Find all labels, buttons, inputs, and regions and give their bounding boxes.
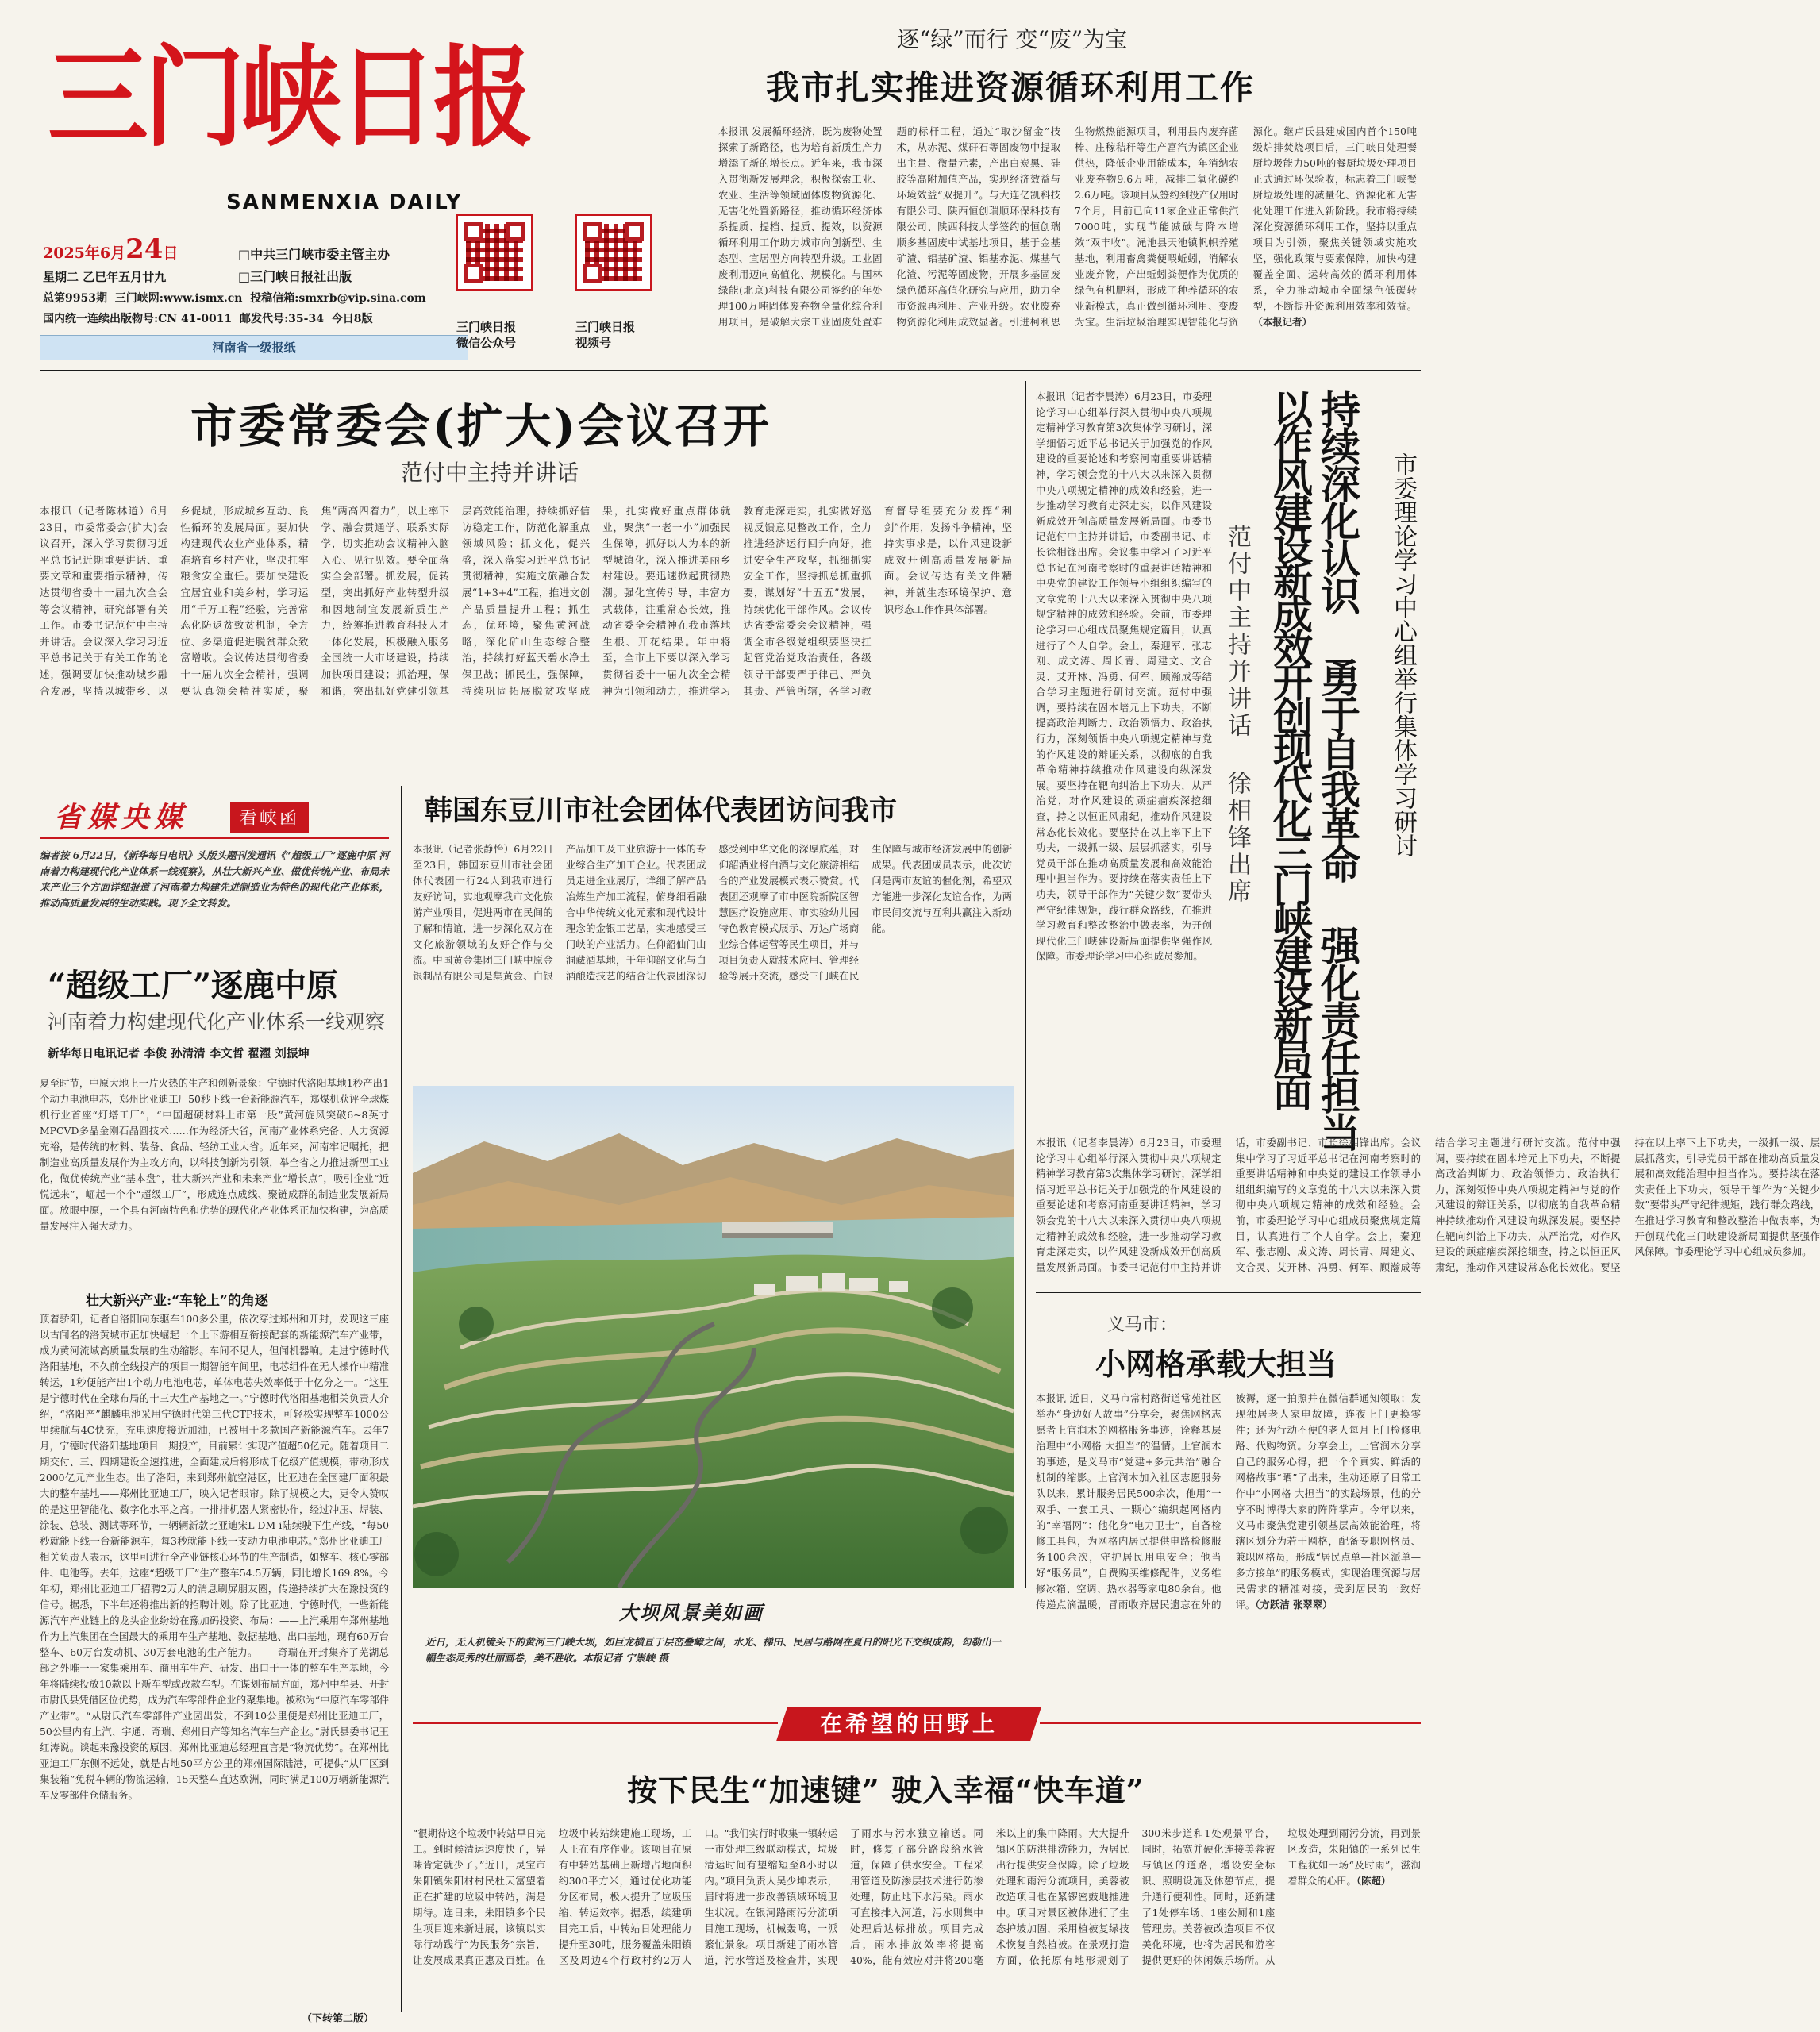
divider (413, 1722, 778, 1724)
divider (401, 786, 402, 2012)
side-story-body-bottom: 本报讯（记者李晨涛）6月23日，市委理论学习中心组举行深入贯彻中央八项规定精神学习教育第3次集体学习研讨，深学细悟习近平总书记关于加强党的作风建设的重要论述和考察河南重要讲话精神，学习领会党的十八大以来深入贯彻中央八项规定精神的成效和经验，进一步推动学习教育走深走实，以作风建设新成效开创高质量发展新局面。市委书记范付中主持并讲话，市委副书记、市长徐相锋出席。会议集中学习了习近平总书记在河南考察时的重要讲话精神和中央党的建设工作领导小组组织编写的文章党的十八大以来深入贯彻中央八项规定精神的成效和经验。会前，市委理论学习中心组成员聚焦规定篇目，认真进行了个人自学。会上，秦迎军、张志刚、成文涛、周长青、周建文、文合灵、艾开林、冯勇、何军、顾瀚成等结合学习主题进行研讨交流。范付中强调，要持续在固本培元上下功夫，不断提高政治判断力、政治领悟力、政治执行力，深刻领悟中央八项规定精神与党的作风建设的辩证关系，以彻底的自我革命精神持续推动作风建设向纵深发展。要坚持在靶向纠治上下功夫，从严治党，对作风建设的顽症痼疾深挖细查，持之以恒正风肃纪，推动作风建设常态化长效化。要坚持在以上率下上下功夫，一级抓一级、层层抓落实，引导党员干部在推动高质量发展和高效能治理中担当作为。要持续在落实责任上下功夫，领导干部作为“关键少数”要带头严守纪律规矩，践行群众路线，在推进学习教育和整改整治中做表率，为开创现代化三门峡建设新局面提供坚强作风保障。市委理论学习中心组成员参加。 (1036, 1137, 1820, 1273)
rural-story-body: “很期待这个垃圾中转站早日完工。到时候清运速度快了，异味肯定就少了。”近日，灵宝市朱阳镇朱阳村村民杜天富望着正在扩建的垃圾中转站，满是期待。连日来，朱阳镇多个民生项目迎来新进展，该镇以实际行动践行“为民服务”宗旨，让发展成果真正惠及百姓。在垃圾中转站续建施工现场，工人正在有序作业。该项目在原有中转站基础上新增占地面积约300平方米，通过优化功能分区布局，极大提升了垃圾压缩、转运效率。据悉，续建项目完工后，中转站日处理能力提升至30吨，服务覆盖朱阳镇区及周边4个行政村约2万人口。“我们实行时收集一镇转运一市处理三级联动模式，垃圾清运时间有望缩短至8小时以内。”项目负责人吴少坤表示，届时将进一步改善镇域环境卫生状况。在银河路雨污分流项目施工现场，机械轰鸣，一派繁忙景象。项目新建了雨水管道，污水管道及检查井，实现了雨水与污水独立输送。同时，修复了部分路段给水管道，保障了供水安全。工程采用管道及防渗层技术进行防渗处理，防止地下水污染。雨水可直接排入河道，污水则集中处理后达标排放。项目完成后，雨水排放效率将提高40%，能有效应对并将200毫米以上的集中降雨。大大提升镇区的防洪排涝能力，为居民出行提供安全保障。除了垃圾处理和雨污分流项目，美蓉被改造项目也在紧锣密鼓地推进中。项目对景区被体进行了生态护坡加固，采用植被复绿技术恢复自然植被。在景观打造方面，依托原有地形规划了300米步道和1处观景平台，同时，拓宽并硬化连接美蓉被与镇区的道路，增设安全标识、照明设施及休憩节点，提升通行便利性。同时，还新建了1处停车场、1座公厕和1座管理房。美蓉被改造项目不仅美化环境，也将为居民和游客提供更好的休闲娱乐场所。从垃圾处理到雨污分流，再到景区改造，朱阳镇的一系列民生工程犹如一场“及时雨”，滋润着群众的心田。（陈超） (413, 1827, 1421, 1966)
photo-caption-box (413, 1588, 1014, 1675)
rank-banner: 河南省一级报纸 (40, 335, 468, 360)
korea-story-headline: 韩国东豆川市社会团体代表团访问我市 (425, 795, 898, 827)
main-story-body: 本报讯（记者陈林道）6月23日，市委常委会(扩大)会议召开，深入学习贯彻习近平总书记近期重要讲话、重要文章和重要指示精神，传达贯彻省委十一届九次全会等会议精神，研究部署有关工作。市委书记范付中主持并讲话。会议深入学习习近平总书记关于有关工作的论述，强调要加快推动城乡融合发展，坚持以城带乡、以乡促城，形成城乡互动、良性循环的发展局面。要加快构建现代农业产业体系，精准培育乡村产业，坚决扛牢粮食安全重任。要加快建设宜居宜业和美乡村，学习运用“千万工程”经验，完善常态化防返贫致贫机制，全方位、多渠道促进脱贫群众致富增收。会议传达贯彻省委十一届九次全会精神，强调要认真领会精神实质，聚焦“两高四着力”，以上率下学、融会贯通学、联系实际学，切实推动会议精神入脑入心、见行见效。要全面落实全会部署。抓发展，促转型，突出抓好产业转型升级和因地制宜发展新质生产力，统筹推进教育科技人才一体化发展，积极融入服务全国统一大市场建设，持续加快项目建设；抓治理，保和谐，突出抓好党建引领基层高效能治理，持续抓好信访稳定工作，防范化解重点领域风险；抓文化，促兴盛，深入落实习近平总书记贯彻精神，实施文旅融合发展“1+3+4”工程，推进文创产品质量提升工程；抓生态，优环境，聚焦黄河战略，深化矿山生态综合整治，持续打好蓝天碧水净土保卫战；抓民生，强保障，持续巩固拓展脱贫攻坚成果，扎实做好重点群体就业，聚焦“一老一小”加强民生保障，抓好以人为本的新型城镇化，深入推进美丽乡村建设。要迅速掀起贯彻热潮。强化宣传引导，丰富方式载体，注重常态长效，推动省委全会精神在我市落地生根、开花结果。年中将至，全市上下要以深入学习贯彻省委十一届九次全会精神为引领和动力，推进学习教育走深走实，扎实做好巡视反馈意见整改工作，全力推进经济运行回升向好，推进安全生产攻坚，抓细抓实安全工作，坚持抓总抓重抓要，谋划好“十五五”发展，持续优化干部作风。会议传达省委常委会会议精神，强调全市各级党组织要坚决扛起管党治党政治责任，各级领导干部要严于律己、严负其责、严管所辖，各学习教育督导组要充分发挥“利剑”作用，发扬斗争精神，坚持实事求是，以作风建设新成效开创高质量发展新局面。会议传达有关文件精神，并就生态环境保护、意识形态工作作具体部署。 (40, 505, 1012, 697)
yima-story-kicker: 义马市： (1107, 1315, 1178, 1335)
province-media-label: 省媒央媒 (54, 801, 188, 834)
top-story-kicker: 逐“绿”而行 变“废”为宝 (897, 26, 1128, 52)
top-story-body: 本报讯 发展循环经济，既为废物处置探索了新路径，也为培育新质生产力增添了新的增长点。近年来，我市深入贯彻新发展理念，积极探索工业、农业、生活等领域固体废物资源化、无害化处置新路径，推动循环经济体系提质、提档、提质、提效，以资源循环利用工作助力城市向创新型、生态型、宜居型方向转型升级。工业固废利用迈向高值化、规模化。与国林绿能(北京)科技有限公司签约的年处理100万吨固体废弃物全量化综合利用项目，是破解大宗工业固废处置难题的标杆工程，通过“取沙留金”技术，从赤泥、煤矸石等固废物中提取出主量、微量元素，产出白炭黑、硅胶等高附加值产品，实现经济效益与环境效益“双提升”。与大连亿凯科技有限公司、陕西恒创瑞顺环保科技有限公司、陕西科技大学签约的恒创瑞顺多基固废中试基地项目，基于金基矿渣、铝基矿渣、铝基赤泥、煤基气化渣、污泥等固废物，开展多基固废绿色循环高值化研究与应用，助力全市资源再利用、产业升级。农业废弃物资源化利用成效显著。引进柯利思生物燃热能源项目，利用县内废弃菌棒、庄稼秸秆等生产富汽为镇区企业供热，降低企业用能成本，年消纳农业废弃物9.6万吨，减排二氧化碳约2.6万吨。该项目从签约到投产仅用时7个月，目前已向11家企业正常供汽7000吨，实现节能减碳与降本增效“双丰收”。渑池县天池镇帆帜养殖基地，利用畜禽粪便喂蚯蚓，消解农业废弃物，产出蚯蚓粪便作为优质的绿色有机肥料，形成了种养循环的农业新模式，真正做到循环利用、变废为宝。生活垃圾治理实现智能化与资源化。继卢氏县建成国内首个150吨级炉排焚烧项目后，三门峡日处理餐厨垃圾能力50吨的餐厨垃圾处理项目正式通过环保验收，标志着三门峡餐厨垃圾处理的减量化、资源化和无害化处理工作进入新阶段。我市将持续深化资源循环利用工作，坚持以重点项目为引领，聚焦关键领域实施攻坚，强化政策与要素保障，加快构建覆盖全面、运转高效的循环利用体系，全力推动城市全面绿色低碳转型，不断提升资源利用效率和效益。（本报记者） (718, 125, 1417, 328)
divider (1025, 381, 1026, 1588)
province-media-header (40, 794, 389, 839)
korea-story-body: 本报讯（记者张静怡）6月22日至23日，韩国东豆川市社会团体代表团一行24人到我市进行友好访问，实地观摩我市文化旅游产业项目，促进两市在民间的了解和情谊，进一步深化双方在文化旅游领域的友好合作与交流。中国黄金集团三门峡中原金银制品有限公司是集黄金、白银产品加工及工业旅游于一体的专业综合生产加工企业。代表团成员走进企业展厅，详细了解产品冶炼生产加工流程，俯身细看融合中华传统文化元素和现代设计理念的金银工艺品，实地感受三门峡的产业活力。在仰韶仙门山洞藏酒基地，千年仰韶文化与白酒酿造技艺的结合让代表团深切感受到中华文化的深厚底蕴，对仰韶酒业将白酒与文化旅游相结合的产业发展模式表示赞赏。代表团还观摩了市中医院新院区智慧医疗设施应用、市实验幼儿园特色教育模式展示、万达广场商业综合体运营等民生项目，并与项目负责人就技术应用、管理经验等展开交流，感受三门峡在民生保障与城市经济发展中的创新成果。代表团成员表示，此次访问是两市友谊的催化剂，希望双方能进一步深化友谊合作，为两市民间交流与互利共赢注入新动能。 (413, 843, 1012, 982)
dam-photo-illustration (413, 1086, 1014, 1588)
masthead-weekday: 星期二 乙巳年五月廿九 (43, 270, 167, 284)
video-qr-caption: 三门峡日报 视频号 (575, 320, 636, 350)
side-story-kicker: 市委理论学习中心组举行集体学习研讨 (1389, 452, 1417, 857)
wechat-qr-code[interactable] (456, 214, 533, 291)
masthead-pinyin: SANMENXIA DAILY (226, 190, 463, 214)
side-story-subhead: 范付中主持并讲话 徐相锋出席 (1223, 524, 1251, 906)
side-story-headline-2: 以作风建设新成效开创现代化三门峡建设新局面 (1267, 389, 1314, 1106)
masthead-registry-line: 国内统一连续出版物号:CN 41-0011 邮发代号:35-34 今日8版 (43, 313, 373, 325)
side-story-headline-1: 持续深化认识 勇于自我革命 强化责任担当 (1314, 389, 1361, 1149)
rural-banner: 在希望的田野上 (776, 1707, 1041, 1741)
province-media-tag: 看峡函 (230, 802, 309, 833)
province-media-body-1: 夏至时节，中原大地上一片火热的生产和创新景象：宁德时代洛阳基地1秒产出1个动力电池电芯，郑州比亚迪工厂50秒下线一台新能源汽车，郑煤机获评全球煤机行业首座“灯塔工厂”，“中国超硬材料上市第一股”黄河旋风突破6~8英寸MPCVD多晶金刚石晶圆技术……作为经济大省，河南产业体系完备、人力资源充裕，是传统的材料、装备、食品、轻纺工业大省。近年来，河南牢记嘱托，把制造业高质量发展作为主攻方向，以科技创新为引领，举全省之力推进新型工业化，做优传统产业“基本盘”，壮大新兴产业和未来产业“增长点”，吸引企业“近悦远来”，崛起一个个“超级工厂”，形成连点成线、聚链成群的制造业发展新局面。放眼中原，一个具有河南特色和优势的现代化产业体系正加快构建，为高质量发展注入强大动力。 (40, 1077, 389, 1232)
masthead-sponsor-1: □中共三门峡市委主管主办 (238, 247, 391, 262)
province-media-headline: “超级工厂”逐鹿中原 (48, 967, 339, 1004)
yima-story-headline: 小网格承载大担当 (1095, 1346, 1337, 1382)
masthead-sponsor-2: □三门峡日报社出版 (238, 269, 352, 284)
rural-story-headline: 按下民生“加速键” 驶入幸福“快车道” (627, 1772, 1145, 1808)
dam-landscape-photo (413, 1086, 1014, 1588)
main-story-headline: 市委常委会(扩大)会议召开 (190, 399, 771, 453)
divider (1036, 1292, 1421, 1293)
editor-note: 编者按 6月22日，《新华每日电讯》头版头题刊发通讯《“超级工厂”逐鹿中原 河南着力构建现代化产业体系一线观察》，从壮大新兴产业、做优传统产业、布局未来产业三个方面详细报道了河南着力构建先进制造业为特色的现代化产业体系，推动高质量发展的生动实践。现予全文转发。 (40, 849, 389, 909)
side-story-body-top: 本报讯（记者李晨涛）6月23日，市委理论学习中心组举行深入贯彻中央八项规定精神学习教育第3次集体学习研讨，深学细悟习近平总书记关于加强党的作风建设的重要论述和考察河南重要讲话精神，学习领会党的十八大以来深入贯彻中央八项规定精神的成效和经验，进一步推动学习教育走深走实，以作风建设新成效开创高质量发展新局面。市委书记范付中主持并讲话，市委副书记、市长徐相锋出席。会议集中学习了习近平总书记在河南考察时的重要讲话精神和中央党的建设工作领导小组组织编写的文章党的十八大以来深入贯彻中央八项规定精神的成效和经验。会前，市委理论学习中心组成员聚焦规定篇目，认真进行了个人自学。会上，秦迎军、张志刚、成文涛、周长青、周建文、文合灵、艾开林、冯勇、何军、顾瀚成等结合学习主题进行研讨交流。范付中强调，要持续在固本培元上下功夫，不断提高政治判断力、政治领悟力、政治执行力，深刻领悟中央八项规定精神与党的作风建设的辩证关系，以彻底的自我革命精神持续推动作风建设向纵深发展。要坚持在靶向纠治上下功夫，从严治党，对作风建设的顽症痼疾深挖细查，持之以恒正风肃纪，推动作风建设常态化长效化。要坚持在以上率下上下功夫，一级抓一级、层层抓落实，引导党员干部在推动高质量发展和高效能治理中担当作为。要持续在落实责任上下功夫，领导干部作为“关键少数”要带头严守纪律规矩，践行群众路线，在推进学习教育和整改整治中做表率，为开创现代化三门峡建设新局面提供坚强作风保障。市委理论学习中心组成员参加。 (1036, 391, 1212, 963)
photo-title: 大坝风景美如画 (619, 1601, 764, 1624)
video-qr-code[interactable] (575, 214, 652, 291)
province-media-subhead: 河南着力构建现代化产业体系一线观察 (48, 1010, 386, 1033)
masthead-date: 2025年6月24日 (43, 233, 179, 265)
yima-story-body: 本报讯 近日，义马市常村路街道常苑社区举办“身边好人故事”分享会，聚焦网格志愿者上官润木的网格服务事迹，诠释基层治理中“小网格 大担当”的温情。上官润木的事迹，是义马市“党建+多元共治”融合机制的缩影。上官润木加入社区志愿服务队以来，累计服务居民500余次，他用“一双手、一套工具、一颗心”编织起网格内的“幸福网”：他化身“电力卫士”，自备检修工具包，为网格内居民提供电路检修服务100余次，守护居民用电安全；他当好“服务员”，自费购买维修配件，义务维修冰箱、空调、热水器等家电80余台。他传递点滴温暖，冒雨收齐居民遗忘在外的被褥，逐一拍照并在微信群通知领取；发现独居老人家电故障，连夜上门更换零件；还为行动不便的老人每月上门检修电路、代购物资。分享会上，上官润木分享自己的服务心得，把一个个真实、鲜活的网格故事“晒”了出来，生动还原了日常工作中“小网格 大担当”的实践场景，他的分享不时博得大家的阵阵掌声。今年以来，义马市聚焦党建引领基层高效能治理，将辖区划分为若干网格，配备专职网格员、兼职网格员，形成“居民点单—社区派单—多方接单”的服务模式，实现治理资源与居民需求的精准对接，受到居民的一致好评。（方跃洁 张翠翠） (1036, 1392, 1421, 1611)
wechat-qr-caption: 三门峡日报 微信公众号 (456, 320, 517, 350)
province-media-section-title: 壮大新兴产业:“车轮上”的角逐 (86, 1293, 268, 1309)
divider (40, 370, 1421, 371)
photo-caption: 近日，无人机镜头下的黄河三门峡大坝，如巨龙横亘于层峦叠嶂之间，水光、梯田、民居与路网在夏日的阳光下交织成韵，勾勒出一幅生态灵秀的壮丽画卷，美不胜收。本报记者 宁崇峡 摄 (425, 1636, 1001, 1664)
masthead-issue-line: 总第9953期 三门峡网:www.ismx.cn 投稿信箱:smxrb@vip.sina.com (43, 292, 426, 305)
top-story-headline: 我市扎实推进资源循环利用工作 (766, 68, 1256, 107)
masthead-title: 三门峡日报 (48, 33, 530, 162)
province-media-byline: 新华每日电讯记者 李俊 孙清清 李文哲 翟濯 刘振坤 (48, 1047, 310, 1060)
province-media-continued: （下转第二版） (302, 2013, 375, 2025)
main-story-subhead: 范付中主持并讲话 (401, 460, 579, 486)
divider (1040, 1722, 1421, 1724)
province-media-body-2: 顶着骄阳，记者自洛阳向东驱车100多公里，依次穿过郑州和开封，发现这三座以古闻名的洛黄城市正加快崛起一个上下游相互衔接配套的新能源汽车产业带，成为黄河流域高质量发展的生动缩影。车间不见人，但闻机器响。走进宁德时代洛阳基地，不久前全线投产的项目一期智能车间里，电芯组件在无人操作中精准转运，1秒便能产出1个动力电池电芯，单体电芯失效率低于十亿分之一。“这里是宁德时代在全球布局的十三大生产基地之一。”宁德时代洛阳基地相关负责人介绍，“洛阳产”麒麟电池采用宁德时代第三代CTP技术，可轻松实现整车1000公里续航与4C快充，充电速度接近加油，已被用于多款国产新能源汽车。去年7月，宁德时代洛阳基地项目一期投产，目前累计实现产值超50亿元。随着项目二期交付、三、四期建设全速推进，全面建成后将形成千亿级产值规模，带动形成2000亿元产业生态。出了洛阳，来到郑州航空港区，比亚迪在全国建厂面积最大的整车基地——郑州比亚迪工厂，映入记者眼帘。除了规模之大，更令人赞叹的是这里智能化、数字化水平之高。一排排机器人紧密协作，经过冲压、焊装、涂装、总装、测试等环节，一辆辆新款比亚迪宋L DM-i陆续驶下生产线，“每50秒就能下线一台新能源车，每3秒就能下线一支动力电池电芯。”郑州比亚迪工厂相关负责人表示，这里可进行全产业链核心环节的生产制造，如整车、核心零部件、电池等。去年，这座“超级工厂”生产整车54.5万辆，同比增长169.8%。今年初，郑州比亚迪工厂招聘2万人的消息刷屏朋友圈，传递持续扩大在豫投资的信号。据悉，下半年还将推出新的招聘计划。除了比亚迪、宁德时代，一些新能源汽车产业链上的龙头企业纷纷在豫加码投资、布局：——上汽乘用车郑州基地作为上汽集团在全国最大的乘用车生产基地、数据基地、出口基地，现有60万台整车、60万台发动机、30万套电池的生产能力。——奇瑞在开封集齐了芜湖总部之外唯一一家集乘用车、商用车生产、研发、出口于一体的整车生产基地，今年将陆续投放10款以上新车型或改款车型。在谋划布局方面，郑州中牟县、开封市尉氏县凭借区位优势，成为汽车零部件企业的聚集地。被称为“中原汽车零部件产业带”。“从尉氏汽车零部件产业园出发，不到10公里便是郑州比亚迪工厂，50公里内有上汽、宇通、奇瑞、郑州日产等知名汽车生产企业。”尉氏县委书记王红涛说。谈起来豫投资的原因，郑州比亚迪总经理直言是“物流优势”。在郑州比亚迪工厂东侧不远处，就是占地50平方公里的郑州国际陆港，可提供“从厂区到集装箱”免税车辆的物流运输，15天整车直达欧洲，同时满足100万辆新能源汽车及零部件仓储服务。 (40, 1313, 390, 1801)
